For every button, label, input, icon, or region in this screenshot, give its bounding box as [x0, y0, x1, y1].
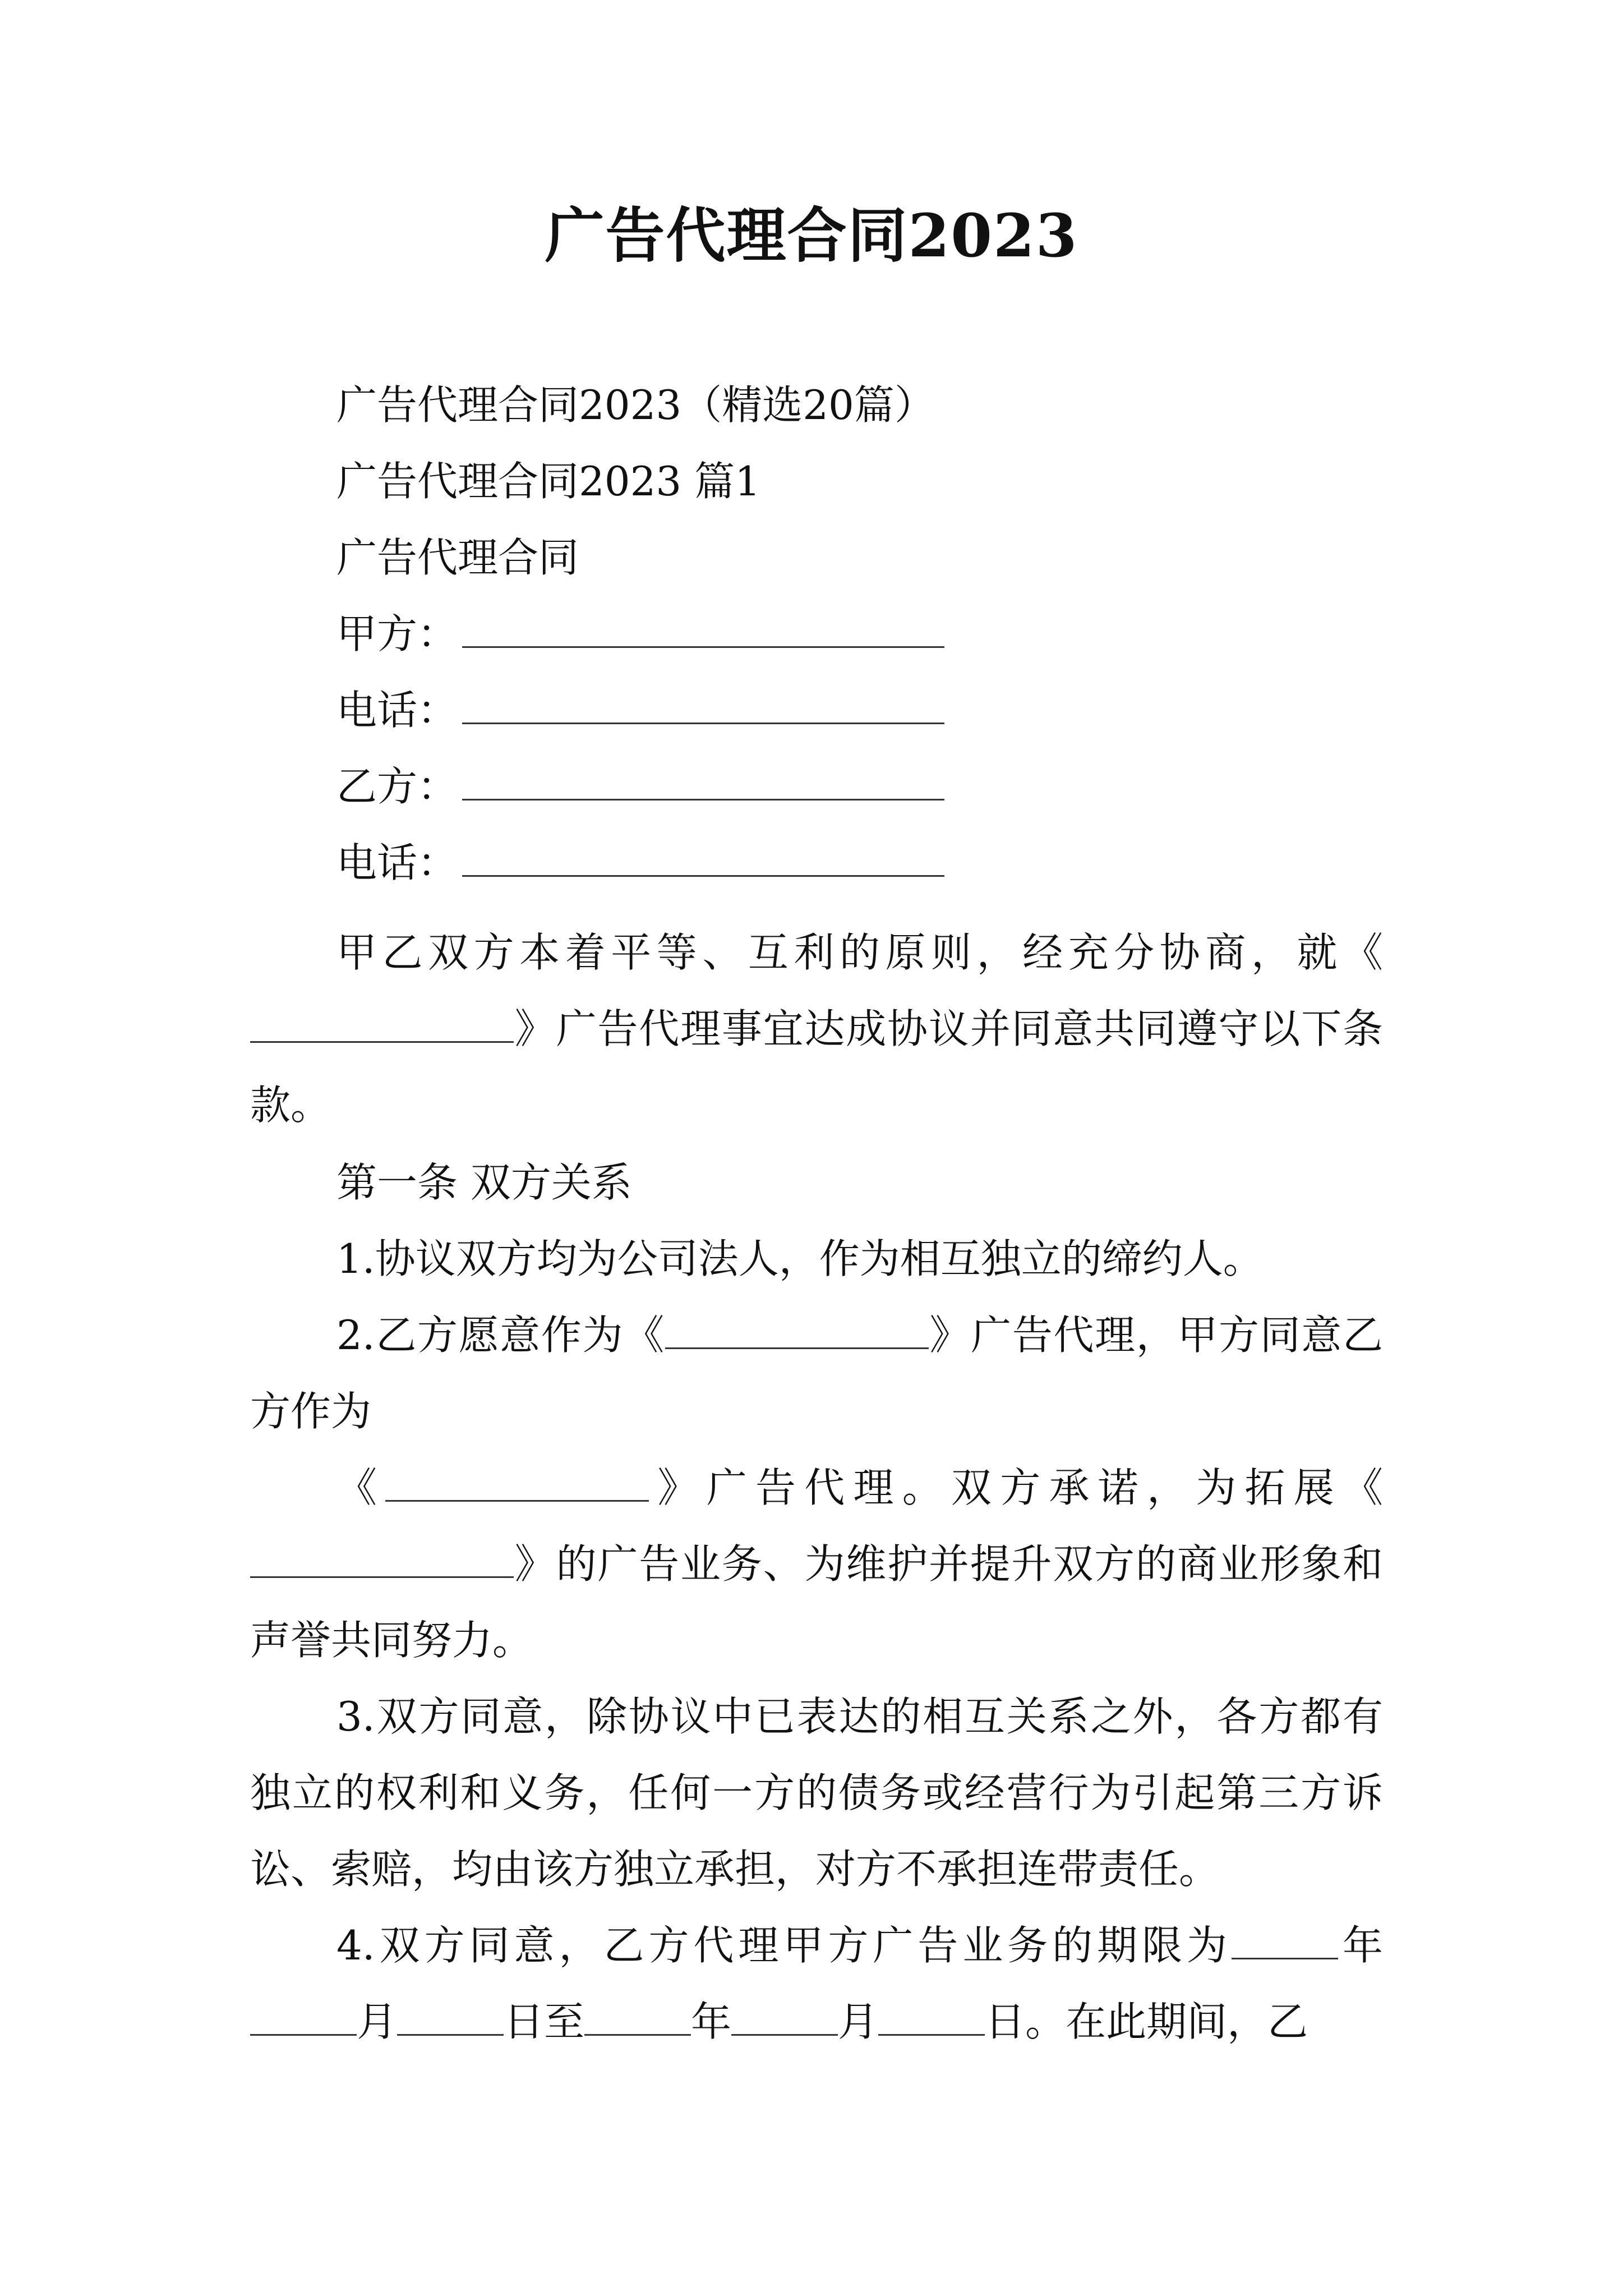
article-1-heading: 第一条 双方关系: [336, 1159, 632, 1206]
party-a-label: 甲方：: [336, 610, 458, 657]
party-b-phone-label: 电话：: [336, 839, 458, 886]
clause-4-month2-label: 月: [838, 1998, 879, 2045]
clause-4-start-month-blank: [250, 2001, 357, 2036]
party-b-blank: [462, 766, 944, 800]
party-a-field: [336, 606, 944, 662]
header-line-collection: 广告代理合同2023（精选20篇）: [336, 381, 935, 429]
clause-4-day-to-label: 日至: [504, 1998, 585, 2045]
clause-1: 1.协议双方均为公司法人，作为相互独立的缔约人。: [336, 1235, 1264, 1282]
clause-2b-blank-2: [250, 1544, 514, 1578]
party-a-phone-field: [336, 682, 944, 738]
clause-4-month-label: 月: [357, 1998, 398, 2045]
party-b-field: [336, 758, 944, 815]
clause-4-start-day-blank: [397, 2001, 504, 2036]
header-line-contract-name: 广告代理合同: [336, 534, 579, 581]
party-a-blank: [462, 614, 944, 648]
party-b-phone-blank: [462, 843, 944, 877]
clause-4-year-label: 年: [1338, 1922, 1383, 1969]
clause-4-end-year-blank: [584, 2001, 691, 2036]
clause-2-text-1: 2.乙方愿意作为《: [336, 1312, 665, 1359]
clause-4-day-end-text: 日。在此期间，乙: [985, 1998, 1308, 2045]
intro-open-bracket: 《: [1342, 929, 1383, 976]
clause-4: [250, 1907, 1383, 2060]
party-b-phone-field: [336, 835, 944, 891]
clause-4-year2-label: 年: [691, 1998, 732, 2045]
clause-2b-blank-1: [385, 1467, 649, 1502]
document-title: 广告代理合同2023: [545, 200, 1078, 270]
intro-close-bracket: 》: [514, 1005, 556, 1052]
clause-4-end-day-blank: [878, 2001, 985, 2036]
clause-2b-open-bracket: 《: [336, 1464, 386, 1511]
intro-text-1: 甲乙双方本着平等、互利的原则，经充分协商，就: [336, 929, 1343, 976]
clause-2-blank: [665, 1315, 929, 1349]
clause-2b-text-1: 》广告代理。双方承诺，为拓展《: [649, 1464, 1383, 1511]
intro-title-blank: [250, 1009, 514, 1043]
clause-2b-text-2: 》的广告业务、为维护并提升双方的商业形象和声誉共同努力。: [250, 1540, 1383, 1664]
party-a-phone-blank: [462, 690, 944, 724]
clause-4-text: 4.双方同意，乙方代理甲方广告业务的期限为: [336, 1922, 1232, 1969]
party-b-label: 乙方：: [336, 763, 458, 810]
intro-text-2: 广告代理事宜达成协议并同意共同遵守以下条款。: [250, 1005, 1383, 1129]
intro-paragraph: [250, 914, 1383, 1143]
party-a-phone-label: 电话：: [336, 687, 458, 734]
clause-2: [250, 1297, 1383, 1450]
clause-4-end-month-blank: [731, 2001, 838, 2036]
clause-3: 3.双方同意，除协议中已表达的相互关系之外，各方都有独立的权利和义务，任何一方的债务或经营行为引起第三方诉讼、索赔，均由该方独立承担，对方不承担连带责任。: [250, 1693, 1383, 1893]
clause-2-continued: [250, 1450, 1383, 1678]
clause-2-text-2: 》广告代理，甲方同意乙方作为: [250, 1312, 1383, 1435]
header-line-section: 广告代理合同2023 篇1: [336, 458, 760, 505]
clause-4-start-year-blank: [1232, 1925, 1338, 1959]
